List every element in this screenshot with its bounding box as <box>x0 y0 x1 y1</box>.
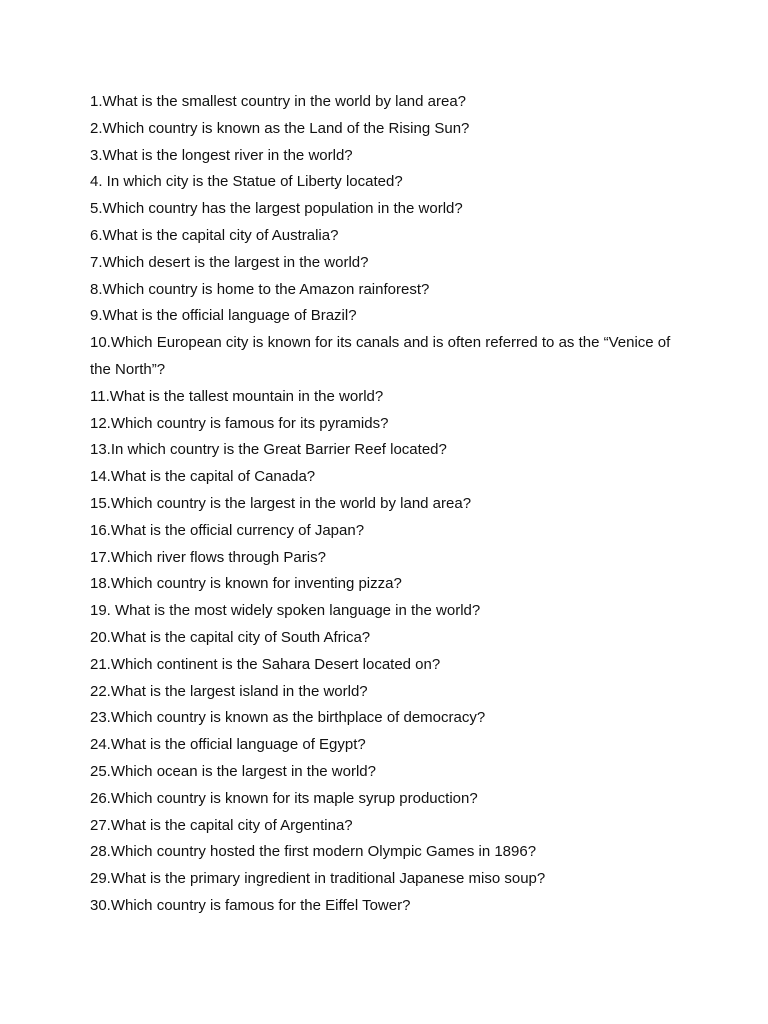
question-item: 16.What is the official currency of Japan? <box>90 521 365 539</box>
question-item: 15.Which country is the largest in the world by land area? <box>90 494 472 512</box>
question-item: 14.What is the capital of Canada? <box>90 468 316 486</box>
question-item: 7.Which desert is the largest in the world? <box>90 253 369 271</box>
question-item: 18.Which country is known for inventing pizza? <box>90 575 402 593</box>
question-item: 17.Which river flows through Paris? <box>90 548 326 566</box>
question-item: 21.Which continent is the Sahara Desert located on? <box>90 655 441 673</box>
question-item: 10.Which European city is known for its canals and is often referred to as the “Venice of the North”? <box>90 334 671 378</box>
question-item: 19. What is the most widely spoken language in the world? <box>90 602 481 620</box>
question-item: 29.What is the primary ingredient in traditional Japanese miso soup? <box>90 870 546 888</box>
question-item: 27.What is the capital city of Argentina? <box>90 816 353 834</box>
question-item: 22.What is the largest island in the world? <box>90 682 368 700</box>
question-item: 25.Which ocean is the largest in the world? <box>90 762 376 780</box>
question-item: 23.Which country is known as the birthplace of democracy? <box>90 709 486 727</box>
question-item: 9.What is the official language of Brazil? <box>90 307 357 325</box>
question-item: 5.Which country has the largest population in the world? <box>90 200 463 218</box>
question-item: 24.What is the official language of Egypt? <box>90 736 366 754</box>
question-item: 26.Which country is known for its maple syrup production? <box>90 789 478 807</box>
question-item: 13.In which country is the Great Barrier Reef located? <box>90 441 447 459</box>
question-item: 1.What is the smallest country in the world by land area? <box>90 93 467 110</box>
question-item: 2.Which country is known as the Land of the Rising Sun? <box>90 119 470 137</box>
question-item: 28.Which country hosted the first modern Olympic Games in 1896? <box>90 843 537 861</box>
question-item: 11.What is the tallest mountain in the world? <box>90 387 384 405</box>
question-item: 12.Which country is famous for its pyramids? <box>90 414 389 432</box>
question-item: 20.What is the capital city of South Africa? <box>90 628 371 646</box>
question-item: 3.What is the longest river in the world? <box>90 146 353 164</box>
question-item: 6.What is the capital city of Australia? <box>90 226 339 244</box>
question-item: 30.Which country is famous for the Eiffel Tower? <box>90 896 411 914</box>
question-list <box>90 89 690 920</box>
question-item: 4. In which city is the Statue of Liberty located? <box>90 173 403 191</box>
question-item: 8.Which country is home to the Amazon rainforest? <box>90 280 430 298</box>
